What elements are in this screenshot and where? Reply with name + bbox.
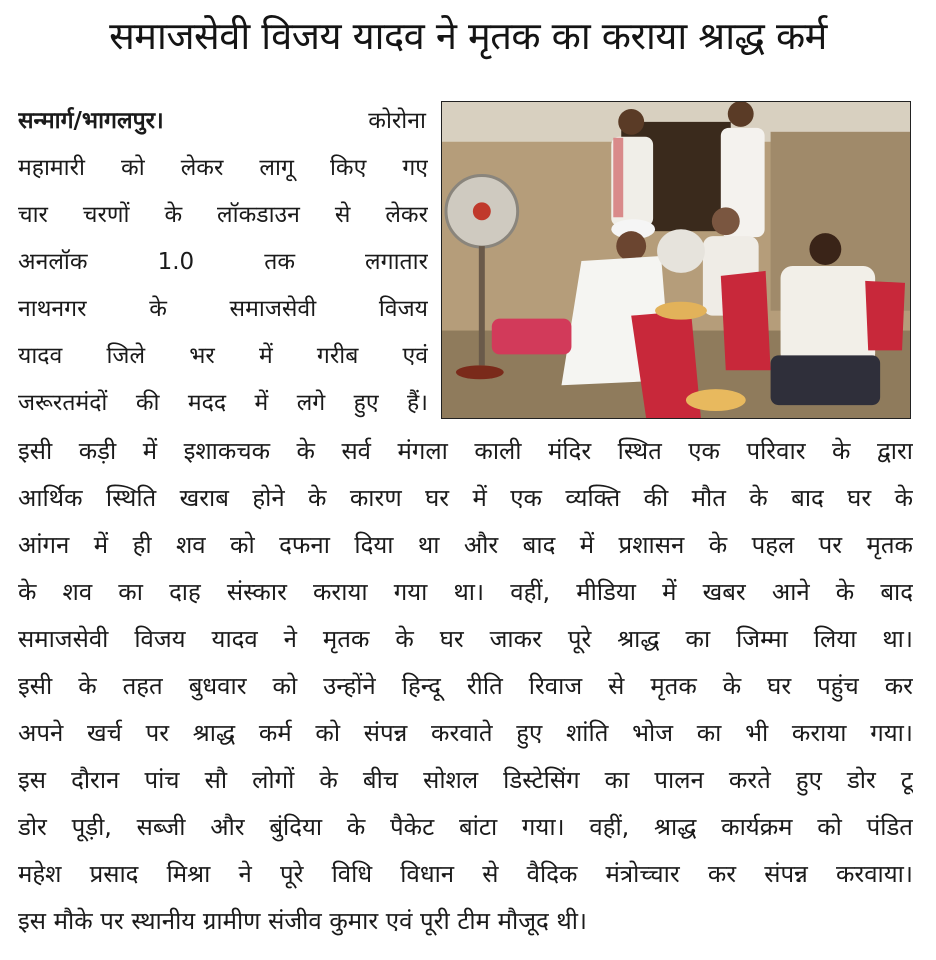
body-line: नाथनगर के समाजसेवी विजय (18, 296, 428, 322)
body-line: कोरोना (368, 108, 426, 134)
first-line (18, 98, 428, 145)
body-line: महेश प्रसाद मिश्रा ने पूरे विधि विधान से वैदिक मंत्रोच्चार कर संपन्न करवाया। (18, 860, 913, 888)
body-line: यादव जिले भर में गरीब एवं (18, 343, 428, 369)
body-line: आंगन में ही शव को दफना दिया था और बाद में प्रशासन के पहल पर मृतक (18, 531, 913, 559)
body-line: महामारी को लेकर लागू किए गए (18, 155, 428, 181)
body-line: इस दौरान पांच सौ लोगों के बीच सोशल डिस्टेसिंग का पालन करते हुए डोर टू (18, 766, 913, 794)
body-line: चार चरणों के लॉकडाउन से लेकर (18, 202, 428, 228)
left-column (18, 98, 428, 427)
body-line: इसी के तहत बुधवार को उन्होंने हिन्दू रीति रिवाज से मृतक के घर पहुंच कर (18, 672, 913, 700)
body-line: आर्थिक स्थिति खराब होने के कारण घर में एक व्यक्ति की मौत के बाद घर के (18, 484, 913, 512)
headline: समाजसेवी विजय यादव ने मृतक का कराया श्राद्ध कर्म (109, 14, 827, 58)
body-line: अपने खर्च पर श्राद्ध कर्म को संपन्न करवाते हुए शांति भोज का भी कराया गया। (18, 719, 913, 747)
body-line: समाजसेवी विजय यादव ने मृतक के घर जाकर पूरे श्राद्ध का जिम्मा लिया था। (18, 625, 913, 653)
body-line: अनलॉक 1.0 तक लगातार (18, 249, 428, 275)
body-text (18, 428, 913, 945)
dateline: सन्मार्ग/भागलपुर। (18, 108, 164, 134)
body-line: के शव का दाह संस्कार कराया गया था। वहीं, मीडिया में खबर आने के बाद (18, 578, 913, 606)
news-photo (441, 101, 911, 419)
body-line: इसी कड़ी में इशाकचक के सर्व मंगला काली मंदिर स्थित एक परिवार के द्वारा (18, 437, 913, 465)
body-line: डोर पूड़ी, सब्जी और बुंदिया के पैकेट बांटा गया। वहीं, श्राद्ध कार्यक्रम को पंडित (18, 813, 913, 841)
body-line: जरूरतमंदों की मदद में लगे हुए हैं। (18, 390, 428, 416)
body-line-last: इस मौके पर स्थानीय ग्रामीण संजीव कुमार एवं पूरी टीम मौजूद थी। (18, 907, 588, 935)
ritual-scene-image (442, 102, 910, 418)
